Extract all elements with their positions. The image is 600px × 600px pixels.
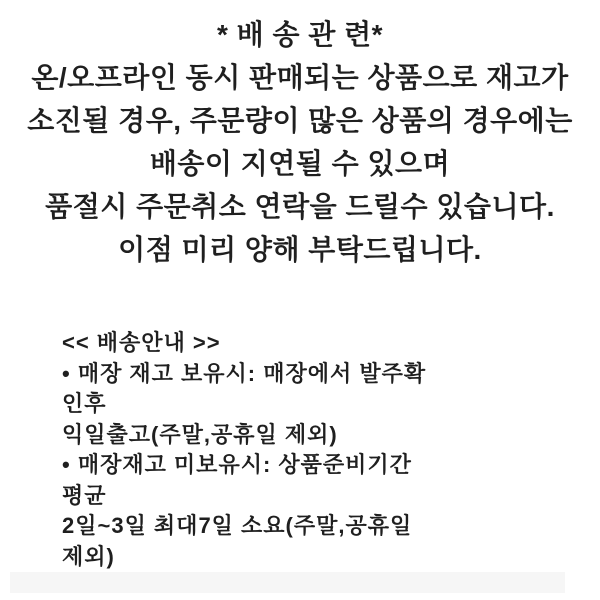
bottom-divider	[10, 572, 565, 593]
notice-line: 소진될 경우, 주문량이 많은 상품의 경우에는	[27, 105, 573, 136]
shipping-guide-line: 인후	[62, 391, 107, 416]
notice-line: 배송이 지연될 수 있으며	[149, 148, 451, 179]
delivery-notice-section	[0, 13, 600, 271]
shipping-guide-line: 익일출고(주말,공휴일 제외)	[62, 421, 338, 447]
shipping-guide-line: • 매장 재고 보유시: 매장에서 발주확	[62, 360, 427, 386]
notice-title: * 배 송 관 련*	[216, 19, 384, 50]
shipping-guide-line: 제외)	[62, 543, 115, 569]
notice-line: 품절시 주문취소 연락을 드릴수 있습니다.	[45, 191, 555, 222]
shipping-guide-heading: << 배송안내 >>	[62, 330, 221, 355]
notice-line: 이점 미리 양해 부탁드립니다.	[118, 234, 482, 265]
shipping-guide-line: • 매장재고 미보유시: 상품준비기간	[62, 452, 412, 477]
shipping-guide-line: 2일~3일 최대7일 소요(주말,공휴일	[62, 513, 413, 538]
shipping-guide-line: 평균	[62, 482, 107, 508]
shipping-guide-section	[62, 328, 532, 572]
notice-line: 온/오프라인 동시 판매되는 상품으로 재고가	[31, 62, 569, 93]
